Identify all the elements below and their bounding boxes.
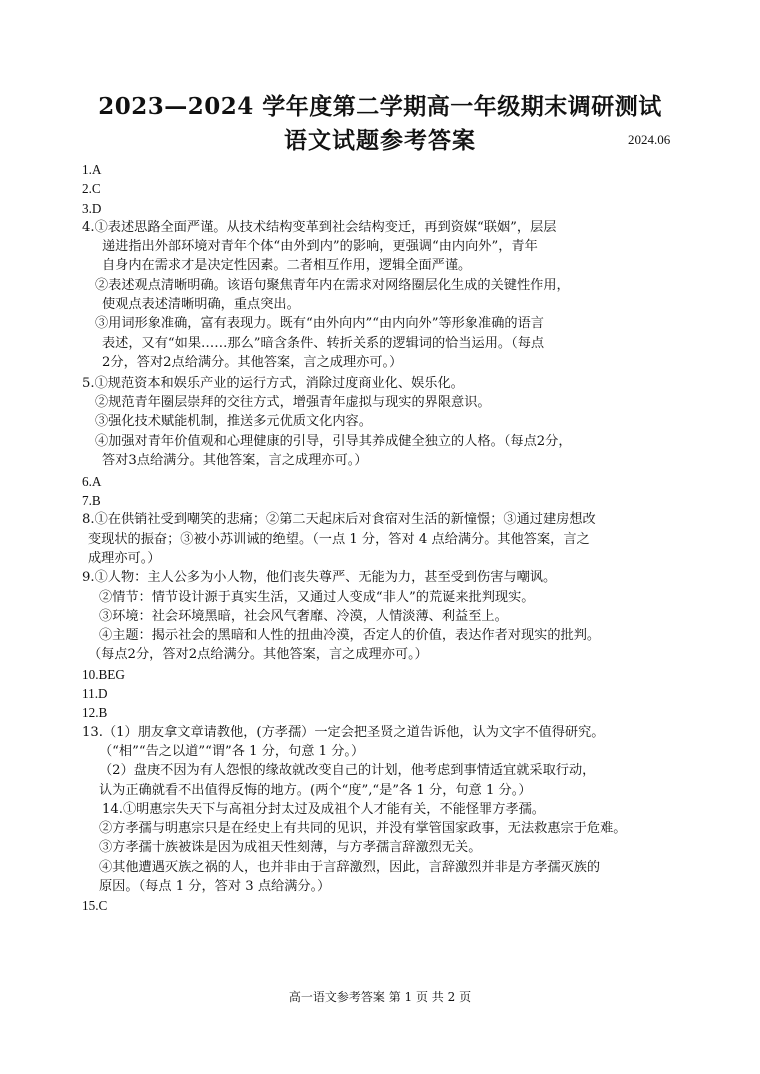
- answer-q1: 1.A: [82, 162, 102, 177]
- answer-line: 成理亦可。）: [88, 550, 161, 566]
- answer-line: ③用词形象准确，富有表现力。既有“由外向内”“由内向外”等形象准确的语言: [95, 316, 544, 332]
- answer-line: 表述，又有“如果……那么”暗含条件、转折关系的逻辑词的恰当运用。（每点: [102, 335, 545, 351]
- answer-line: （2）盘庚不因为有人怨恨的缘故就改变自己的计划，他考虑到事情适宜就采取行动，: [99, 763, 596, 779]
- answer-line: 4.①表述思路全面严谨。从技术结构变革到社会结构变迁，再到资媒“联姻”，层层: [82, 219, 557, 235]
- answer-line: 答对3点给满分。其他答案，言之成理亦可。）: [102, 452, 368, 468]
- answer-q7: 7.B: [82, 493, 101, 509]
- answer-line: 13.（1）朋友拿文章请教他，(方孝孺）一定会把圣贤之道告诉他，认为文字不值得研究。: [82, 724, 605, 740]
- answer-line: 2分，答对2点给满分。其他答案，言之成理亦可。）: [102, 354, 403, 370]
- answer-q6: 6.A: [82, 473, 102, 489]
- answer-q5: [82, 374, 682, 470]
- answer-line: ④主题：揭示社会的黑暗和人性的扭曲冷漠，否定人的价值，表达作者对现实的批判。: [99, 628, 601, 644]
- page-footer: 高一语文参考答案 第 1 页 共 2 页: [288, 990, 472, 1004]
- answer-line: ③环境：社会环境黑暗，社会风气奢靡、冷漠，人情淡薄、利益至上。: [99, 608, 508, 624]
- answer-line: （每点2分，答对2点给满分。其他答案，言之成理亦可。）: [88, 647, 428, 663]
- answer-line: ②情节：情节设计源于真实生活，又通过人变成“非人”的荒诞来批判现实。: [99, 589, 535, 605]
- answer-line: ③强化技术赋能机制，推送多元优质文化内容。: [95, 414, 372, 430]
- answer-line: 使观点表述清晰明确，重点突出。: [102, 297, 300, 313]
- answer-line: 9.①人物：主人公多为小人物，他们丧失尊严、无能为力，甚至受到伤害与嘲讽。: [82, 570, 557, 586]
- answer-q11: 11.D: [82, 686, 108, 702]
- answer-line: 5.①规范资本和娱乐产业的运行方式，消除过度商业化、娱乐化。: [82, 375, 464, 391]
- answer-q14: [82, 800, 682, 896]
- document-date: 2024.06: [628, 132, 671, 147]
- answer-line: 递进指出外部环境对青年个体“由外到内”的影响，更强调“由内向外”，青年: [102, 239, 538, 255]
- answer-line: 变现状的振奋；③被小苏训诫的绝望。（一点 1 分，答对 4 点给满分。其他答案，言之: [88, 531, 590, 547]
- answer-q15: 15.C: [82, 898, 108, 914]
- answer-line: 14.①明惠宗失天下与高祖分封太过及成祖个人才能有关，不能怪罪方孝孺。: [102, 801, 545, 817]
- answer-line: ③方孝孺十族被诛是因为成祖天性刻薄，与方孝孺言辞激烈无关。: [99, 840, 482, 856]
- exam-title: 2023—2024 学年度第二学期高一年级期末调研测试: [98, 93, 662, 120]
- document-subtitle: 语文试题参考答案: [284, 127, 476, 154]
- answer-q8: [82, 510, 682, 568]
- answer-line: 认为正确就看不出值得反悔的地方。(两个“度”,“是”各 1 分，句意 1 分。）: [99, 782, 532, 798]
- answer-line: 自身内在需求才是决定性因素。二者相互作用，逻辑全面严谨。: [102, 258, 472, 274]
- answer-q3: 3.D: [82, 200, 102, 216]
- answer-q2: 2.C: [82, 181, 101, 197]
- answer-line: ④加强对青年价值观和心理健康的引导，引导其养成健全独立的人格。（每点2分，: [95, 433, 572, 449]
- answer-q13: [82, 723, 682, 800]
- answer-line: 原因。（每点 1 分，答对 3 点给满分。）: [99, 878, 331, 894]
- answer-line: ②表述观点清晰明确。该语句聚焦青年内在需求对网络圈层化生成的关键性作用，: [95, 277, 570, 293]
- answer-q4: [82, 218, 682, 372]
- answer-q12: 12.B: [82, 705, 108, 721]
- answer-q9: [82, 568, 682, 664]
- answer-line: ④其他遭遇灭族之祸的人，也并非由于言辞激烈，因此，言辞激烈并非是方孝孺灭族的: [99, 859, 601, 875]
- answer-q10: 10.BEG: [82, 666, 125, 682]
- answer-line: 8.①在供销社受到嘲笑的悲痛；②第二天起床后对食宿对生活的新憧憬；③通过建房想改: [82, 512, 596, 528]
- answer-line: （“相”“告之以道”“谓”各 1 分，句意 1 分。）: [99, 743, 365, 759]
- answer-line: ②方孝孺与明惠宗只是在经史上有共同的见识，并没有掌管国家政事，无法救惠宗于危难。: [99, 821, 627, 837]
- answer-list: [82, 160, 682, 916]
- answer-line: ②规范青年圈层崇拜的交往方式，增强青年虚拟与现实的界限意识。: [95, 395, 491, 411]
